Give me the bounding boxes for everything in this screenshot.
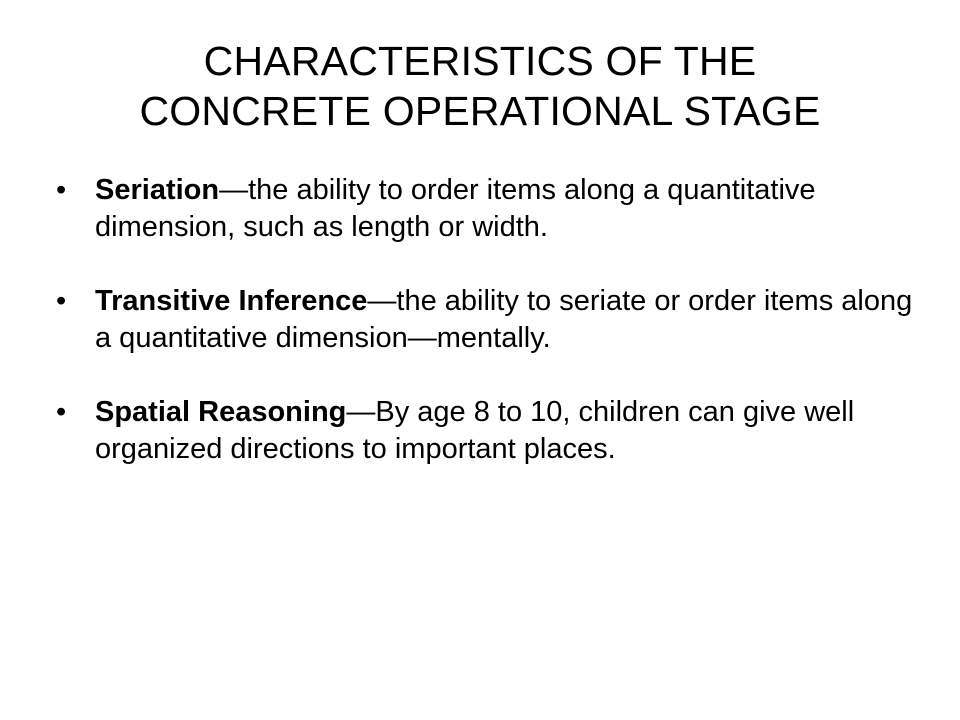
bullet-transitive-inference [54,283,914,357]
bullet-term: Spatial Reasoning [95,396,347,428]
bullet-term: Transitive Inference [95,285,368,317]
bullet-spatial-reasoning [54,394,914,468]
bullet-text: —the ability to seriate or order items along a quantitative dimension—mentally. [95,285,913,354]
bullet-text: —By age 8 to 10, children can give well organized directions to important places. [95,396,855,465]
bullet-dot-icon: • [56,285,67,317]
bullet-dot-icon: • [56,396,67,428]
slide-title [60,36,900,136]
slide-title-line-1: CHARACTERISTICS OF THE [203,38,757,84]
slide-title-line-2: CONCRETE OPERATIONAL STAGE [139,88,821,134]
bullet-text: —the ability to order items along a quantitative dimension, such as length or width. [95,174,816,243]
bullet-term: Seriation [95,174,220,206]
bullet-dot-icon: • [56,174,67,206]
bullet-list [54,172,914,505]
bullet-seriation [54,172,914,246]
